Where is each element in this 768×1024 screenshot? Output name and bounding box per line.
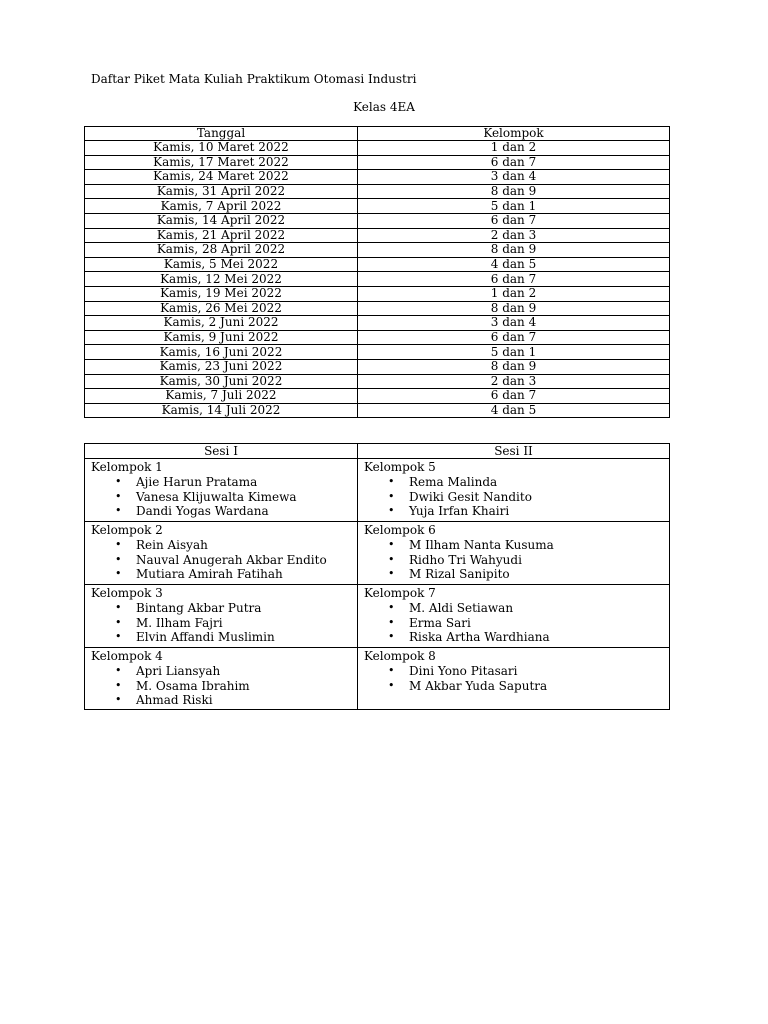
schedule-row xyxy=(85,403,670,418)
session-row xyxy=(85,522,670,585)
schedule-header-date: Tanggal xyxy=(85,127,358,141)
group-cell xyxy=(85,459,358,522)
member-list xyxy=(91,475,357,519)
schedule-group-cell: 8 dan 9 xyxy=(358,301,670,316)
group-cell xyxy=(358,585,670,648)
group-cell xyxy=(85,648,358,710)
member-list xyxy=(91,601,357,645)
schedule-group-cell: 4 dan 5 xyxy=(358,257,670,272)
bullet-dot-icon: • xyxy=(115,600,122,614)
member-item xyxy=(91,630,357,645)
member-name: M Ilham Nanta Kusuma xyxy=(409,537,554,552)
schedule-date-cell: Kamis, 28 April 2022 xyxy=(85,243,358,258)
member-name: M. Osama Ibrahim xyxy=(136,678,250,693)
member-item xyxy=(91,553,357,568)
schedule-row xyxy=(85,301,670,316)
bullet-dot-icon: • xyxy=(115,567,122,581)
group-cell xyxy=(358,522,670,585)
member-item xyxy=(364,664,669,679)
schedule-date-cell: Kamis, 17 Maret 2022 xyxy=(85,155,358,170)
schedule-date-cell: Kamis, 2 Juni 2022 xyxy=(85,316,358,331)
class-label xyxy=(0,100,768,114)
schedule-table xyxy=(84,126,670,418)
member-item xyxy=(91,475,357,490)
schedule-header-row xyxy=(85,127,670,141)
session-row xyxy=(85,648,670,710)
session-header-row xyxy=(85,444,670,459)
group-name: Kelompok 3 xyxy=(91,586,163,600)
member-item xyxy=(91,538,357,553)
bullet-dot-icon: • xyxy=(115,693,122,707)
member-list xyxy=(91,664,357,708)
schedule-body xyxy=(85,141,670,418)
schedule-row xyxy=(85,316,670,331)
bullet-dot-icon: • xyxy=(388,600,395,614)
schedule-date-cell: Kamis, 24 Maret 2022 xyxy=(85,170,358,185)
member-item xyxy=(364,630,669,645)
schedule-group-cell: 2 dan 3 xyxy=(358,374,670,389)
member-name: Erma Sari xyxy=(409,615,471,630)
member-name: Ajie Harun Pratama xyxy=(136,474,258,489)
schedule-date-cell: Kamis, 30 Juni 2022 xyxy=(85,374,358,389)
bullet-dot-icon: • xyxy=(388,489,395,503)
schedule-group-cell: 6 dan 7 xyxy=(358,272,670,287)
member-list xyxy=(364,601,669,645)
member-item xyxy=(91,679,357,694)
bullet-dot-icon: • xyxy=(388,615,395,629)
schedule-group-cell: 2 dan 3 xyxy=(358,228,670,243)
schedule-date-cell: Kamis, 14 April 2022 xyxy=(85,213,358,228)
member-name: M Akbar Yuda Saputra xyxy=(409,678,548,693)
bullet-dot-icon: • xyxy=(115,630,122,644)
member-item xyxy=(364,601,669,616)
schedule-row xyxy=(85,170,670,185)
schedule-date-cell: Kamis, 23 Juni 2022 xyxy=(85,359,358,374)
member-item xyxy=(91,664,357,679)
schedule-group-cell: 1 dan 2 xyxy=(358,286,670,301)
member-item xyxy=(91,504,357,519)
bullet-dot-icon: • xyxy=(115,504,122,518)
bullet-dot-icon: • xyxy=(115,615,122,629)
group-name: Kelompok 4 xyxy=(91,649,163,663)
member-list xyxy=(364,538,669,582)
bullet-dot-icon: • xyxy=(115,537,122,551)
member-name: Bintang Akbar Putra xyxy=(136,600,262,615)
schedule-group-cell: 5 dan 1 xyxy=(358,199,670,214)
session-table xyxy=(84,443,670,710)
schedule-group-cell: 4 dan 5 xyxy=(358,403,670,418)
bullet-dot-icon: • xyxy=(388,474,395,488)
schedule-date-cell: Kamis, 7 Juli 2022 xyxy=(85,389,358,404)
bullet-dot-icon: • xyxy=(115,489,122,503)
schedule-row xyxy=(85,184,670,199)
session-body xyxy=(85,459,670,710)
member-item xyxy=(364,490,669,505)
schedule-group-cell: 6 dan 7 xyxy=(358,155,670,170)
member-item xyxy=(364,538,669,553)
member-item xyxy=(364,616,669,631)
schedule-row xyxy=(85,155,670,170)
class-label-text: Kelas 4EA xyxy=(353,100,415,114)
group-name: Kelompok 7 xyxy=(364,586,436,600)
member-item xyxy=(91,490,357,505)
member-name: Ridho Tri Wahyudi xyxy=(409,552,522,567)
schedule-row xyxy=(85,272,670,287)
member-name: Riska Artha Wardhiana xyxy=(409,630,550,645)
member-name: M. Ilham Fajri xyxy=(136,615,223,630)
schedule-date-cell: Kamis, 31 April 2022 xyxy=(85,184,358,199)
member-name: Nauval Anugerah Akbar Endito xyxy=(136,552,327,567)
schedule-header-group: Kelompok xyxy=(358,127,670,141)
member-item xyxy=(364,567,669,582)
session-row xyxy=(85,585,670,648)
group-cell xyxy=(358,648,670,710)
bullet-dot-icon: • xyxy=(115,663,122,677)
member-item xyxy=(91,567,357,582)
bullet-dot-icon: • xyxy=(115,678,122,692)
member-name: Dini Yono Pitasari xyxy=(409,663,518,678)
bullet-dot-icon: • xyxy=(388,678,395,692)
group-name: Kelompok 8 xyxy=(364,649,436,663)
schedule-row xyxy=(85,359,670,374)
schedule-date-cell: Kamis, 21 April 2022 xyxy=(85,228,358,243)
member-item xyxy=(364,553,669,568)
member-name: Vanesa Klijuwalta Kimewa xyxy=(136,489,297,504)
schedule-row xyxy=(85,257,670,272)
member-name: M. Aldi Setiawan xyxy=(409,600,514,615)
bullet-dot-icon: • xyxy=(388,552,395,566)
schedule-group-cell: 3 dan 4 xyxy=(358,170,670,185)
bullet-dot-icon: • xyxy=(388,630,395,644)
schedule-date-cell: Kamis, 12 Mei 2022 xyxy=(85,272,358,287)
member-name: Dandi Yogas Wardana xyxy=(136,504,269,519)
member-item xyxy=(91,601,357,616)
schedule-row xyxy=(85,330,670,345)
schedule-date-cell: Kamis, 19 Mei 2022 xyxy=(85,286,358,301)
member-name: Dwiki Gesit Nandito xyxy=(409,489,532,504)
bullet-dot-icon: • xyxy=(388,663,395,677)
member-item xyxy=(364,679,669,694)
group-cell xyxy=(85,585,358,648)
group-name: Kelompok 6 xyxy=(364,523,436,537)
bullet-dot-icon: • xyxy=(388,504,395,518)
group-name: Kelompok 2 xyxy=(91,523,163,537)
member-item xyxy=(364,475,669,490)
schedule-row xyxy=(85,228,670,243)
document-title: Daftar Piket Mata Kuliah Praktikum Otomasi Industri xyxy=(91,72,417,86)
schedule-date-cell: Kamis, 14 Juli 2022 xyxy=(85,403,358,418)
member-name: M Rizal Sanipito xyxy=(409,567,510,582)
bullet-dot-icon: • xyxy=(388,567,395,581)
member-item xyxy=(364,504,669,519)
group-cell xyxy=(358,459,670,522)
member-name: Elvin Affandi Muslimin xyxy=(136,630,275,645)
schedule-group-cell: 3 dan 4 xyxy=(358,316,670,331)
schedule-date-cell: Kamis, 7 April 2022 xyxy=(85,199,358,214)
member-list xyxy=(364,475,669,519)
member-item xyxy=(91,616,357,631)
member-name: Mutiara Amirah Fatihah xyxy=(136,567,283,582)
member-list xyxy=(91,538,357,582)
schedule-row xyxy=(85,141,670,156)
bullet-dot-icon: • xyxy=(115,552,122,566)
member-name: Apri Liansyah xyxy=(136,663,221,678)
bullet-dot-icon: • xyxy=(115,474,122,488)
member-item xyxy=(91,693,357,708)
group-name: Kelompok 1 xyxy=(91,460,163,474)
schedule-group-cell: 1 dan 2 xyxy=(358,141,670,156)
group-name: Kelompok 5 xyxy=(364,460,436,474)
schedule-row xyxy=(85,389,670,404)
bullet-dot-icon: • xyxy=(388,537,395,551)
member-name: Ahmad Riski xyxy=(136,693,213,708)
schedule-date-cell: Kamis, 5 Mei 2022 xyxy=(85,257,358,272)
session-row xyxy=(85,459,670,522)
schedule-row xyxy=(85,213,670,228)
schedule-group-cell: 6 dan 7 xyxy=(358,330,670,345)
schedule-row xyxy=(85,199,670,214)
schedule-row xyxy=(85,374,670,389)
schedule-date-cell: Kamis, 9 Juni 2022 xyxy=(85,330,358,345)
schedule-group-cell: 6 dan 7 xyxy=(358,213,670,228)
schedule-date-cell: Kamis, 10 Maret 2022 xyxy=(85,141,358,156)
schedule-row xyxy=(85,286,670,301)
schedule-date-cell: Kamis, 26 Mei 2022 xyxy=(85,301,358,316)
member-name: Yuja Irfan Khairi xyxy=(409,504,510,519)
schedule-group-cell: 6 dan 7 xyxy=(358,389,670,404)
session-header-2: Sesi II xyxy=(358,444,670,459)
member-name: Rema Malinda xyxy=(409,474,498,489)
schedule-row xyxy=(85,345,670,360)
member-list xyxy=(364,664,669,694)
schedule-group-cell: 8 dan 9 xyxy=(358,359,670,374)
member-name: Rein Aisyah xyxy=(136,537,208,552)
group-cell xyxy=(85,522,358,585)
schedule-group-cell: 8 dan 9 xyxy=(358,243,670,258)
schedule-group-cell: 5 dan 1 xyxy=(358,345,670,360)
schedule-group-cell: 8 dan 9 xyxy=(358,184,670,199)
session-header-1: Sesi I xyxy=(85,444,358,459)
schedule-row xyxy=(85,243,670,258)
schedule-date-cell: Kamis, 16 Juni 2022 xyxy=(85,345,358,360)
